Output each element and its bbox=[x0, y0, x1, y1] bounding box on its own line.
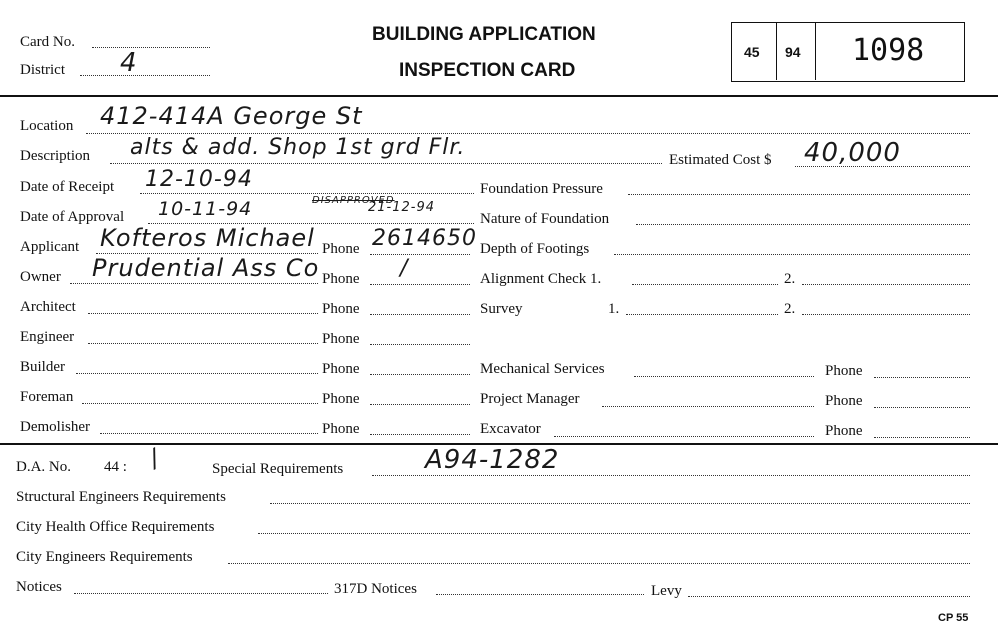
form-code: CP 55 bbox=[938, 612, 969, 624]
engineer-field[interactable] bbox=[88, 343, 318, 344]
owner-phone-field[interactable] bbox=[370, 284, 470, 285]
mechanical-services-label: Mechanical Services bbox=[480, 361, 605, 377]
engineer-label: Engineer bbox=[20, 329, 75, 345]
form-title-line1: BUILDING APPLICATION bbox=[372, 24, 596, 45]
notices-317d-field[interactable] bbox=[436, 594, 644, 595]
alignment-check-2-field[interactable] bbox=[802, 284, 970, 285]
survey-2-label: 2. bbox=[784, 301, 796, 317]
location-field[interactable] bbox=[86, 133, 970, 134]
project-manager-label: Project Manager bbox=[480, 391, 580, 407]
district-field[interactable] bbox=[80, 75, 210, 76]
city-engineers-label: City Engineers Requirements bbox=[16, 549, 193, 565]
alignment-check-label: Alignment Check 1. bbox=[480, 271, 602, 287]
owner-label: Owner bbox=[20, 269, 61, 285]
survey-1-label: 1. bbox=[608, 301, 620, 317]
foundation-pressure-label: Foundation Pressure bbox=[480, 181, 603, 197]
city-engineers-field[interactable] bbox=[228, 563, 970, 564]
owner-field[interactable] bbox=[70, 283, 318, 284]
location-label: Location bbox=[20, 118, 74, 134]
owner-phone-value: / bbox=[400, 256, 409, 281]
applicant-phone-label: Phone bbox=[322, 241, 360, 257]
date-of-approval-label: Date of Approval bbox=[20, 209, 125, 225]
form-title-line2: INSPECTION CARD bbox=[399, 60, 576, 81]
notices-317d-label: 317D Notices bbox=[334, 581, 417, 597]
engineer-phone-label: Phone bbox=[322, 331, 360, 347]
box-code-b: 94 bbox=[785, 44, 801, 60]
alignment-check-2-label: 2. bbox=[784, 271, 796, 287]
da-no-label: D.A. No. bbox=[16, 459, 71, 475]
nature-of-foundation-label: Nature of Foundation bbox=[480, 211, 610, 227]
foreman-phone-label: Phone bbox=[322, 391, 360, 407]
survey-2-field[interactable] bbox=[802, 314, 970, 315]
builder-phone-field[interactable] bbox=[370, 374, 470, 375]
description-label: Description bbox=[20, 148, 90, 164]
foreman-phone-field[interactable] bbox=[370, 404, 470, 405]
mechanical-services-field[interactable] bbox=[634, 376, 814, 377]
applicant-value: Kofteros Michael bbox=[100, 224, 315, 252]
applicant-label: Applicant bbox=[20, 239, 80, 255]
demolisher-phone-field[interactable] bbox=[370, 434, 470, 435]
notices-label: Notices bbox=[16, 579, 62, 595]
city-health-field[interactable] bbox=[258, 533, 970, 534]
builder-label: Builder bbox=[20, 359, 65, 375]
district-label: District bbox=[20, 62, 65, 78]
demolisher-label: Demolisher bbox=[20, 419, 90, 435]
city-health-label: City Health Office Requirements bbox=[16, 519, 215, 535]
demolisher-field[interactable] bbox=[100, 433, 318, 434]
survey-label: Survey bbox=[480, 301, 523, 317]
foundation-pressure-field[interactable] bbox=[628, 194, 970, 195]
architect-label: Architect bbox=[20, 299, 76, 315]
project-manager-phone-field[interactable] bbox=[874, 407, 970, 408]
architect-field[interactable] bbox=[88, 313, 318, 314]
levy-label: Levy bbox=[651, 583, 682, 599]
special-requirements-field[interactable] bbox=[372, 475, 970, 476]
nature-of-foundation-field[interactable] bbox=[636, 224, 970, 225]
applicant-phone-value: 2614650 bbox=[372, 226, 477, 251]
owner-value: Prudential Ass Co bbox=[92, 254, 320, 282]
location-value: 412-414A George St bbox=[100, 102, 363, 130]
foreman-field[interactable] bbox=[82, 403, 318, 404]
notices-field[interactable] bbox=[74, 593, 328, 594]
description-value: alts & add. Shop 1st grd Flr. bbox=[130, 135, 466, 160]
architect-phone-field[interactable] bbox=[370, 314, 470, 315]
owner-phone-label: Phone bbox=[322, 271, 360, 287]
special-requirements-label: Special Requirements bbox=[212, 461, 344, 477]
approval-struck-note: DISAPPROVED bbox=[312, 195, 395, 206]
estimated-cost-value: 40,000 bbox=[804, 138, 901, 168]
box-divider-2 bbox=[815, 22, 816, 80]
card-no-label: Card No. bbox=[20, 34, 75, 50]
date-of-receipt-field[interactable] bbox=[140, 193, 474, 194]
date-of-approval-value: 10-11-94 bbox=[158, 198, 253, 220]
da-no-prefix: 44 : bbox=[104, 459, 127, 475]
description-field[interactable] bbox=[110, 163, 662, 164]
applicant-phone-field[interactable] bbox=[370, 254, 470, 255]
depth-of-footings-label: Depth of Footings bbox=[480, 241, 590, 257]
survey-1-field[interactable] bbox=[626, 314, 778, 315]
depth-of-footings-field[interactable] bbox=[614, 254, 970, 255]
structural-engineers-field[interactable] bbox=[270, 503, 970, 504]
mechanical-phone-field[interactable] bbox=[874, 377, 970, 378]
excavator-field[interactable] bbox=[554, 436, 814, 437]
card-number: 1098 bbox=[852, 33, 925, 68]
date-of-receipt-value: 12-10-94 bbox=[145, 167, 253, 192]
builder-field[interactable] bbox=[76, 373, 318, 374]
district-value: 4 bbox=[120, 48, 138, 78]
demolisher-phone-label: Phone bbox=[322, 421, 360, 437]
box-code-a: 45 bbox=[744, 44, 760, 60]
project-manager-phone-label: Phone bbox=[825, 393, 863, 409]
excavator-phone-field[interactable] bbox=[874, 437, 970, 438]
approval-revised-date: 21-12-94 bbox=[368, 200, 436, 215]
foreman-label: Foreman bbox=[20, 389, 74, 405]
excavator-phone-label: Phone bbox=[825, 423, 863, 439]
estimated-cost-label: Estimated Cost $ bbox=[669, 152, 772, 168]
levy-field[interactable] bbox=[688, 596, 970, 597]
box-divider-1 bbox=[776, 22, 777, 80]
mechanical-phone-label: Phone bbox=[825, 363, 863, 379]
card-no-field[interactable] bbox=[92, 47, 210, 48]
special-requirements-value: A94-1282 bbox=[425, 445, 560, 475]
engineer-phone-field[interactable] bbox=[370, 344, 470, 345]
header-divider bbox=[0, 95, 998, 97]
da-no-value: / bbox=[143, 443, 166, 473]
date-of-receipt-label: Date of Receipt bbox=[20, 179, 115, 195]
structural-engineers-label: Structural Engineers Requirements bbox=[16, 489, 226, 505]
architect-phone-label: Phone bbox=[322, 301, 360, 317]
excavator-label: Excavator bbox=[480, 421, 541, 437]
alignment-check-1-field[interactable] bbox=[632, 284, 778, 285]
project-manager-field[interactable] bbox=[602, 406, 814, 407]
builder-phone-label: Phone bbox=[322, 361, 360, 377]
card-number-box bbox=[731, 22, 965, 82]
